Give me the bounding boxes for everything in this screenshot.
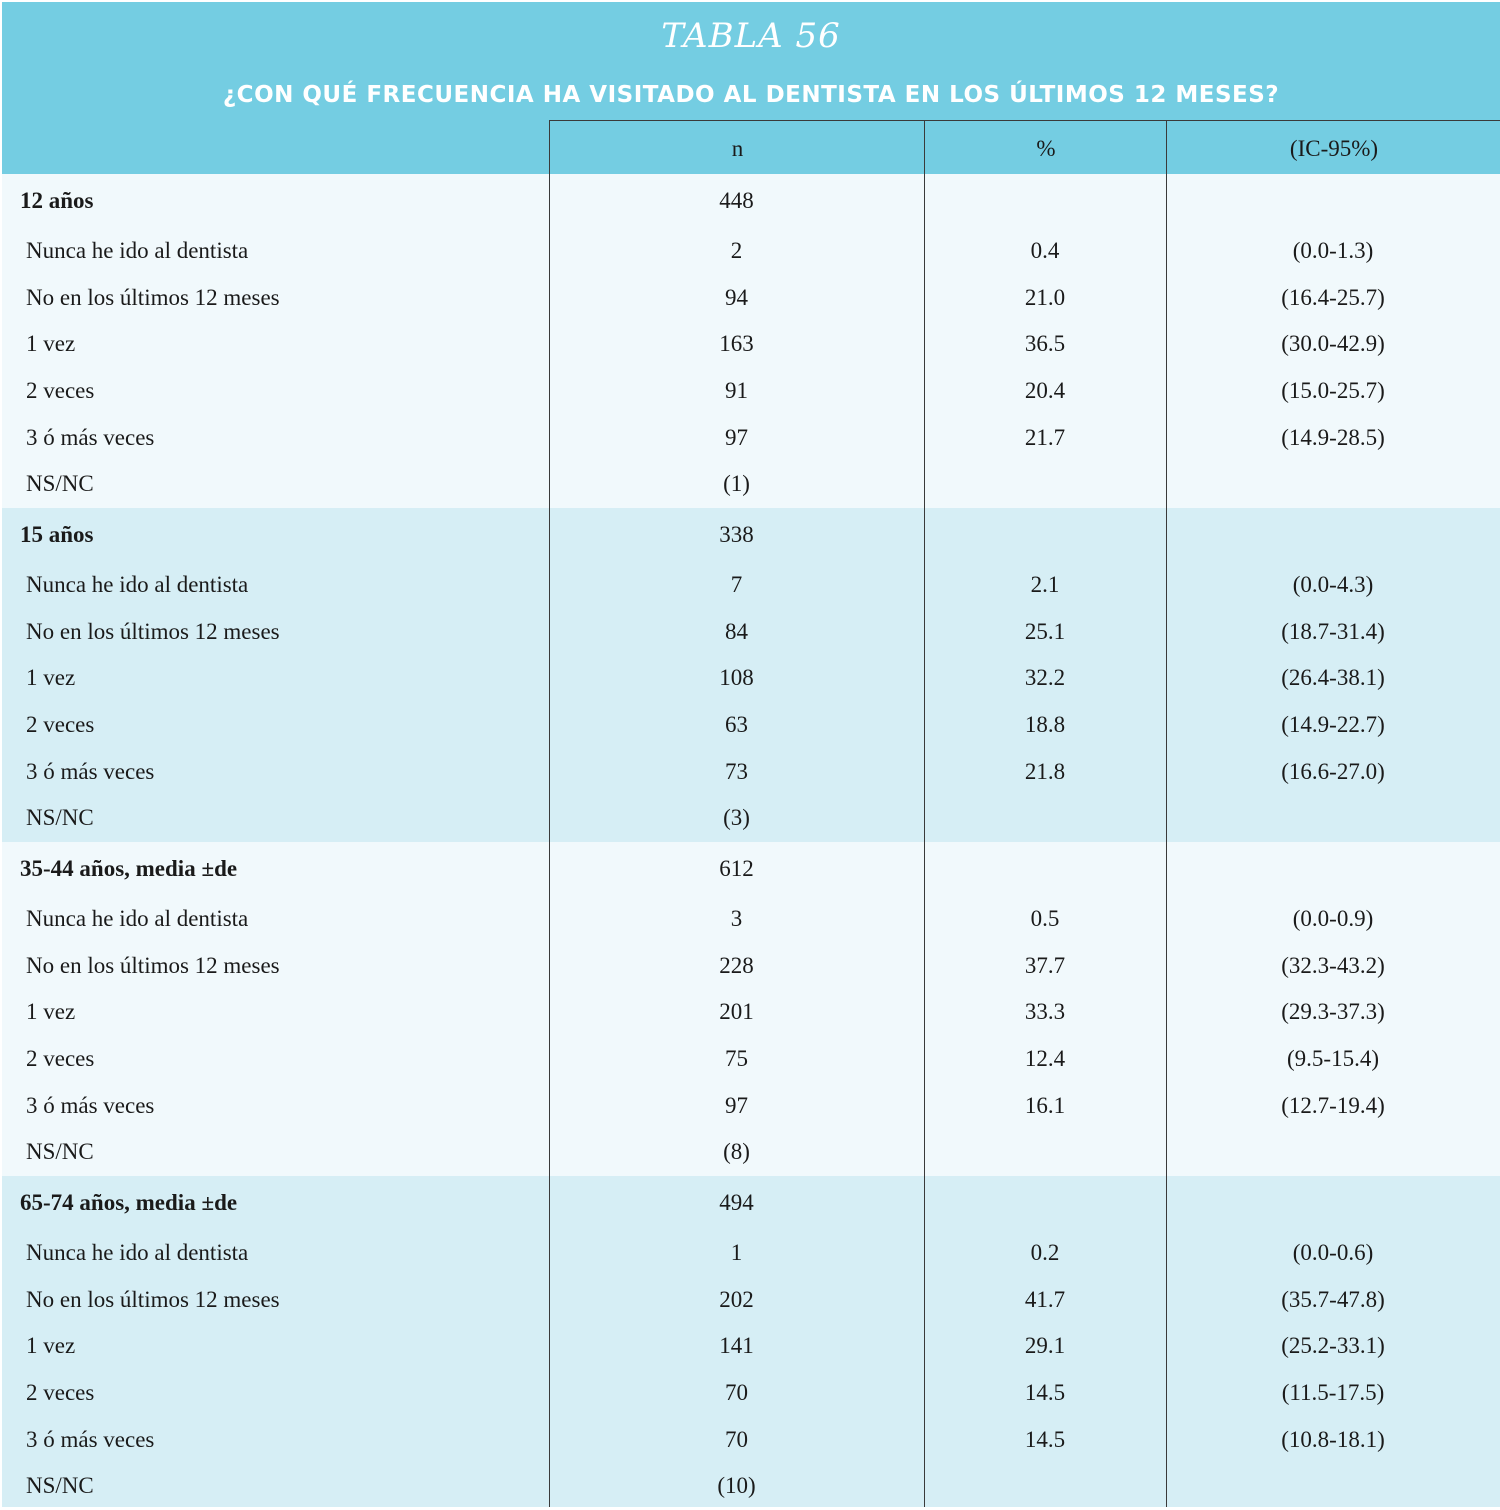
row-label: No en los últimos 12 meses [26, 952, 280, 978]
table-row [2, 368, 1500, 415]
table-row [2, 228, 1500, 275]
table-row [2, 1129, 1500, 1176]
table-row [2, 1082, 1500, 1129]
group-label: 35-44 años, media ±de [20, 856, 238, 881]
row-ci: (11.5-17.5) [1281, 1380, 1385, 1406]
row-percent: 21.7 [1024, 424, 1066, 450]
row-label: Nunca he ido al dentista [26, 1240, 249, 1266]
row-percent: 0.2 [1030, 1240, 1060, 1266]
age-group-section [2, 174, 1500, 508]
row-label: 3 ó más veces [26, 424, 155, 450]
row-label: NS/NC [26, 471, 94, 497]
table-row [2, 562, 1500, 609]
row-ci: (14.9-22.7) [1281, 712, 1385, 738]
group-n: 612 [719, 856, 754, 881]
column-header-n: n [549, 120, 925, 175]
row-label: NS/NC [26, 1139, 94, 1165]
table-body [2, 174, 1500, 1507]
row-percent: 16.1 [1024, 1092, 1066, 1118]
row-label: No en los últimos 12 meses [26, 1286, 280, 1312]
row-ci: (16.4-25.7) [1281, 284, 1385, 310]
row-n: 70 [725, 1426, 748, 1452]
row-n: 201 [719, 999, 754, 1025]
group-label: 15 años [20, 522, 94, 547]
row-label: 3 ó más veces [26, 1092, 155, 1118]
row-percent: 25.1 [1024, 618, 1066, 644]
row-label: 3 ó más veces [26, 1426, 155, 1452]
row-ci: (26.4-38.1) [1281, 665, 1385, 691]
table-row [2, 1036, 1500, 1083]
age-group-section [2, 1176, 1500, 1507]
row-n: 91 [725, 378, 748, 404]
group-n: 448 [719, 188, 754, 213]
row-label: 2 veces [26, 712, 95, 738]
row-percent: 20.4 [1024, 378, 1066, 404]
row-n: 2 [730, 238, 743, 264]
row-ci: (0.0-4.3) [1292, 572, 1374, 598]
table-row [2, 896, 1500, 943]
table-row [2, 748, 1500, 795]
group-header-row [2, 508, 1500, 562]
row-n: 63 [725, 712, 748, 738]
table-row [2, 1277, 1500, 1324]
row-ci: (0.0-0.9) [1292, 906, 1374, 932]
group-header-row [2, 1176, 1500, 1230]
table-title: ¿CON QUÉ FRECUENCIA HA VISITADO AL DENTISTA EN LOS ÚLTIMOS 12 MESES? [222, 82, 1280, 108]
row-n: 94 [725, 284, 748, 310]
row-percent: 21.8 [1024, 758, 1066, 784]
row-ci [1166, 461, 1500, 508]
row-ci: (10.8-18.1) [1281, 1426, 1385, 1452]
row-ci: (16.6-27.0) [1281, 758, 1385, 784]
row-label: No en los últimos 12 meses [26, 284, 280, 310]
row-n: 228 [719, 952, 754, 978]
row-percent: 2.1 [1030, 572, 1060, 598]
row-ci: (25.2-33.1) [1281, 1333, 1385, 1359]
row-percent [924, 1463, 1166, 1510]
row-percent: 29.1 [1024, 1333, 1066, 1359]
row-n: 97 [725, 1092, 748, 1118]
group-header-row [2, 842, 1500, 896]
row-n: 3 [730, 906, 743, 932]
row-percent: 41.7 [1024, 1286, 1066, 1312]
row-ci: (15.0-25.7) [1281, 378, 1385, 404]
table-row [2, 1323, 1500, 1370]
row-ci: (29.3-37.3) [1281, 999, 1385, 1025]
column-header-ci: (IC-95%) [1166, 120, 1500, 175]
row-label: 1 vez [26, 665, 76, 691]
row-ci: (30.0-42.9) [1281, 331, 1385, 357]
group-header-row [2, 174, 1500, 228]
row-percent: 0.5 [1030, 906, 1060, 932]
group-n: 338 [719, 522, 754, 547]
row-label: 2 veces [26, 378, 95, 404]
row-percent: 12.4 [1024, 1046, 1066, 1072]
row-percent: 21.0 [1024, 284, 1066, 310]
row-label: 1 vez [26, 1333, 76, 1359]
row-n: 141 [719, 1333, 754, 1359]
row-ci [1166, 795, 1500, 842]
row-percent: 32.2 [1024, 665, 1066, 691]
table-row [2, 1230, 1500, 1277]
row-ci: (0.0-0.6) [1292, 1240, 1374, 1266]
table-row [2, 1463, 1500, 1510]
row-n: 75 [725, 1046, 748, 1072]
row-percent: 14.5 [1024, 1380, 1066, 1406]
row-n: 163 [719, 331, 754, 357]
row-n: (1) [723, 471, 750, 497]
row-n: 202 [719, 1286, 754, 1312]
column-header-percent: % [924, 120, 1167, 175]
row-label: 2 veces [26, 1046, 95, 1072]
row-n: 73 [725, 758, 748, 784]
table-header [2, 2, 1500, 174]
table-row [2, 702, 1500, 749]
row-n: (3) [723, 805, 750, 831]
group-n: 494 [719, 1190, 754, 1215]
row-n: 70 [725, 1380, 748, 1406]
table-row [2, 461, 1500, 508]
table-frame [2, 2, 1500, 1507]
row-ci [1166, 1463, 1500, 1510]
row-label: No en los últimos 12 meses [26, 618, 280, 644]
table-row [2, 989, 1500, 1036]
row-n: (8) [723, 1139, 750, 1165]
table-row [2, 414, 1500, 461]
table-row [2, 1370, 1500, 1417]
row-n: 7 [730, 572, 743, 598]
row-label: NS/NC [26, 1473, 94, 1499]
row-percent [924, 795, 1166, 842]
row-ci: (18.7-31.4) [1281, 618, 1385, 644]
row-ci: (14.9-28.5) [1281, 424, 1385, 450]
row-ci: (12.7-19.4) [1281, 1092, 1385, 1118]
table-number: TABLA 56 [661, 16, 841, 56]
row-percent: 18.8 [1024, 712, 1066, 738]
row-n: (10) [717, 1473, 756, 1499]
row-label: NS/NC [26, 805, 94, 831]
column-headers [2, 120, 1500, 174]
table-row [2, 943, 1500, 990]
row-label: Nunca he ido al dentista [26, 238, 249, 264]
row-ci: (32.3-43.2) [1281, 952, 1385, 978]
row-n: 84 [725, 618, 748, 644]
age-group-section [2, 508, 1500, 842]
row-label: 1 vez [26, 331, 76, 357]
row-percent: 33.3 [1024, 999, 1066, 1025]
row-percent: 14.5 [1024, 1426, 1066, 1452]
table-row [2, 321, 1500, 368]
row-percent [924, 461, 1166, 508]
row-n: 108 [719, 665, 754, 691]
age-group-section [2, 842, 1500, 1176]
row-label: 2 veces [26, 1380, 95, 1406]
row-ci [1166, 1129, 1500, 1176]
row-n: 1 [730, 1240, 743, 1266]
row-n: 97 [725, 424, 748, 450]
row-ci: (9.5-15.4) [1287, 1046, 1379, 1072]
row-label: 3 ó más veces [26, 758, 155, 784]
table-row [2, 275, 1500, 322]
row-percent: 37.7 [1024, 952, 1066, 978]
group-label: 12 años [20, 188, 94, 213]
row-percent [924, 1129, 1166, 1176]
table-row [2, 795, 1500, 842]
row-ci: (35.7-47.8) [1281, 1286, 1385, 1312]
row-label: Nunca he ido al dentista [26, 572, 249, 598]
table-row [2, 655, 1500, 702]
row-ci: (0.0-1.3) [1292, 238, 1374, 264]
row-percent: 0.4 [1030, 238, 1060, 264]
table-row [2, 1416, 1500, 1463]
row-label: 1 vez [26, 999, 76, 1025]
group-label: 65-74 años, media ±de [20, 1190, 238, 1215]
row-label: Nunca he ido al dentista [26, 906, 249, 932]
table-row [2, 609, 1500, 656]
row-percent: 36.5 [1024, 331, 1066, 357]
